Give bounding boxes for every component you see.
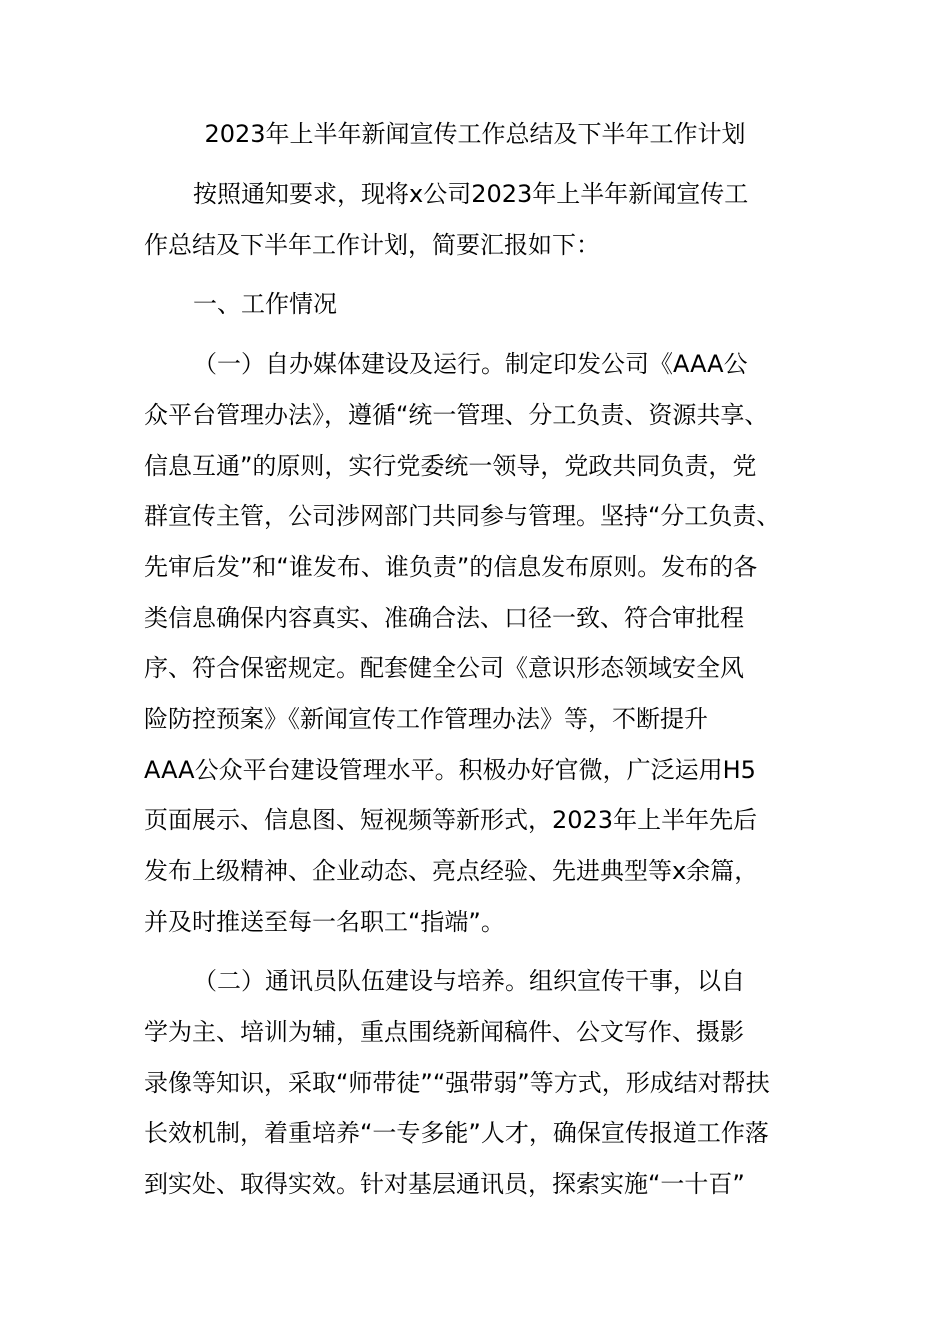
paragraph-line: 信息互通”的原则，实行党委统一领导，党政共同负责，党 (144, 452, 757, 480)
section-heading: 一、工作情况 (193, 290, 337, 318)
paragraph-line: （二）通讯员队伍建设与培养。组织宣传干事，以自 (193, 967, 745, 995)
paragraph-line: 按照通知要求，现将x公司2023年上半年新闻宣传工 (193, 180, 749, 208)
paragraph-line: 长效机制，着重培养“一专多能”人才，确保宣传报道工作落 (144, 1119, 769, 1147)
paragraph-line: 类信息确保内容真实、准确合法、口径一致、符合审批程 (144, 604, 744, 632)
paragraph-line: AAA公众平台建设管理水平。积极办好官微，广泛运用H5 (144, 756, 756, 784)
paragraph-line: 险防控预案》《新闻宣传工作管理办法》等，不断提升 (144, 705, 708, 733)
document-title: 2023年上半年新闻宣传工作总结及下半年工作计划 (204, 120, 746, 148)
paragraph-line: （一）自办媒体建设及运行。制定印发公司《AAA公 (193, 350, 748, 378)
paragraph-line: 群宣传主管，公司涉网部门共同参与管理。坚持“分工负责、 (144, 502, 781, 530)
paragraph-line: 众平台管理办法》，遵循“统一管理、分工负责、资源共享、 (144, 401, 769, 429)
paragraph-line: 发布上级精神、企业动态、亮点经验、先进典型等x余篇， (144, 857, 759, 885)
paragraph-line: 到实处、取得实效。针对基层通讯员，探索实施“一十百” (144, 1170, 745, 1198)
paragraph-line: 先审后发”和“谁发布、谁负责”的信息发布原则。发布的各 (144, 553, 758, 581)
paragraph-line: 录像等知识，采取“师带徒”“强带弱”等方式，形成结对帮扶 (144, 1069, 770, 1097)
paragraph-line: 并及时推送至每一名职工“指端”。 (144, 908, 505, 936)
paragraph-line: 序、符合保密规定。配套健全公司《意识形态领域安全风 (144, 654, 744, 682)
paragraph-line: 作总结及下半年工作计划，简要汇报如下： (144, 231, 600, 259)
paragraph-line: 学为主、培训为辅，重点围绕新闻稿件、公文写作、摄影 (144, 1018, 744, 1046)
paragraph-line: 页面展示、信息图、短视频等新形式，2023年上半年先后 (144, 806, 758, 834)
